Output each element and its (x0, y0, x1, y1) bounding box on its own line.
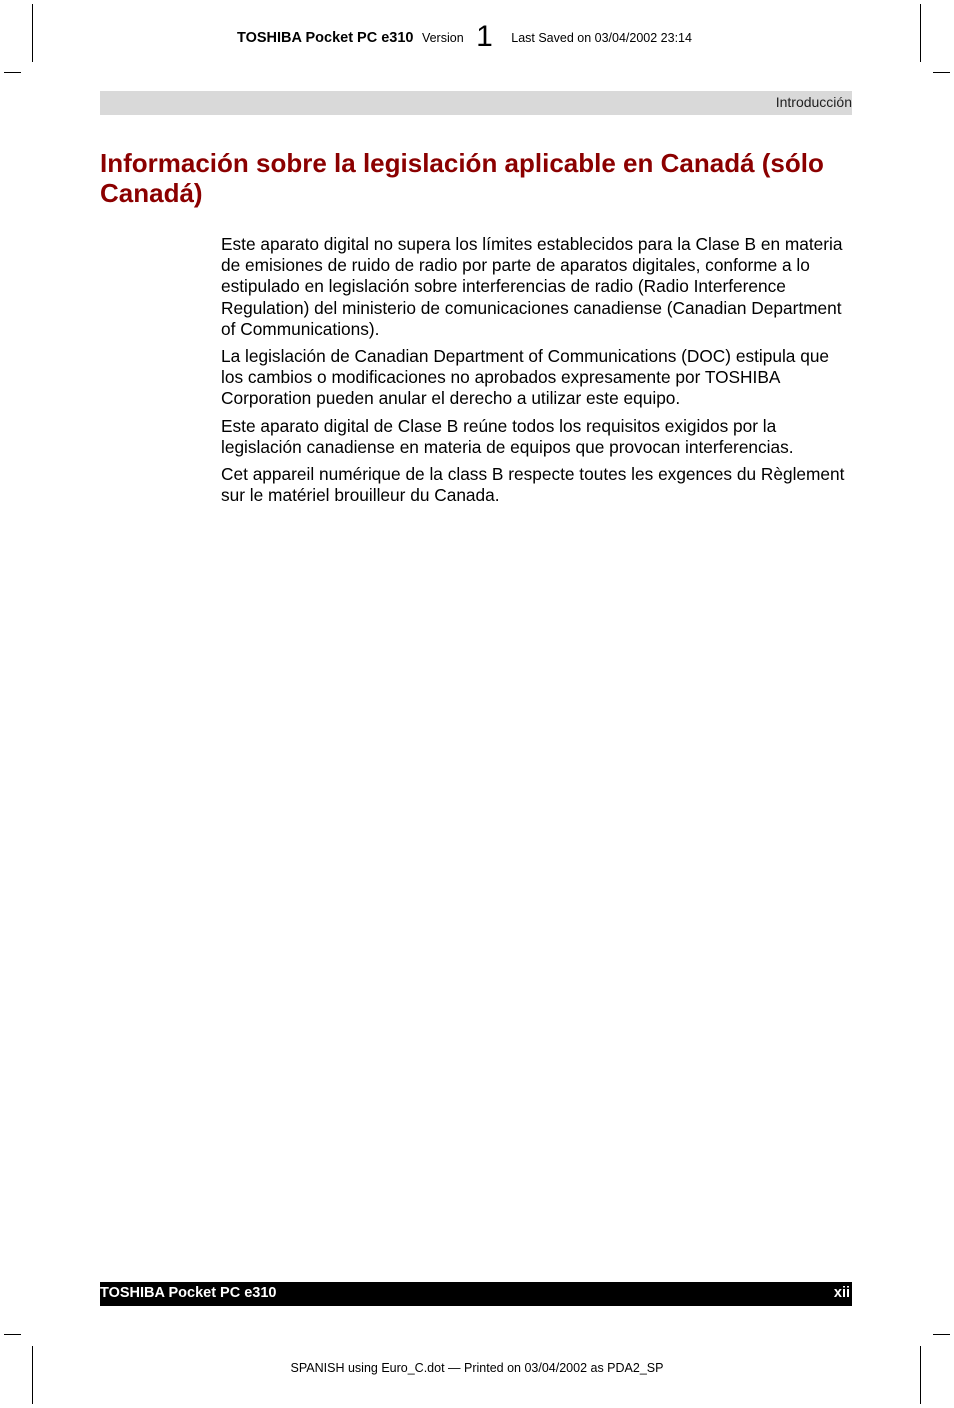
version-label: Version (421, 31, 464, 45)
crop-mark-top-right-horizontal (933, 72, 950, 73)
paragraph: La legislación de Canadian Department of Communications (DOC) estipula que los cambios o modificaciones no aprobados expresamente por TOSHIBA Corporation pueden anular el derecho a utilizar este equipo. (221, 346, 830, 409)
crop-mark-bottom-left-vertical (32, 1346, 33, 1404)
document-title: TOSHIBA Pocket PC e310 (237, 30, 414, 46)
body-text (221, 234, 853, 512)
last-saved-info: Last Saved on 03/04/2002 23:14 (511, 31, 692, 45)
paragraph: Cet appareil numérique de la class B respecte toutes les exgences du Règlement sur le matériel brouilleur du Canada. (221, 464, 845, 506)
paragraph: Este aparato digital no supera los límites establecidos para la Clase B en materia de emisiones de ruido de radio por parte de aparatos digitales, conforme a lo estipulado en legislación sobre interferencias de radio (Radio Interference Regulation) del ministerio de comunicaciones canadiense (Canadian Department of Communications). (221, 234, 843, 339)
crop-mark-bottom-right-horizontal (933, 1334, 950, 1335)
print-info-text: SPANISH using Euro_C.dot — Printed on 03/04/2002 as PDA2_SP (290, 1361, 664, 1375)
page-title: Información sobre la legislación aplicable en Canadá (sólo Canadá) (100, 148, 824, 208)
section-label: Introducción (775, 94, 852, 110)
version-number: 1 (476, 20, 493, 53)
section-header-band (100, 91, 852, 115)
footer-product-name: TOSHIBA Pocket PC e310 (100, 1285, 277, 1301)
crop-mark-bottom-left-horizontal (4, 1334, 21, 1335)
crop-mark-top-left-vertical (32, 4, 33, 62)
crop-mark-bottom-right-vertical (920, 1346, 921, 1404)
page-footer-band (100, 1282, 852, 1306)
crop-mark-top-right-vertical (920, 4, 921, 62)
document-meta-header (237, 18, 692, 53)
paragraph: Este aparato digital de Clase B reúne todos los requisitos exigidos por la legislación canadiense en materia de equipos que provocan interferencias. (221, 415, 794, 457)
page-number: xii (833, 1285, 850, 1301)
crop-mark-top-left-horizontal (4, 72, 21, 73)
print-info (0, 1361, 954, 1375)
